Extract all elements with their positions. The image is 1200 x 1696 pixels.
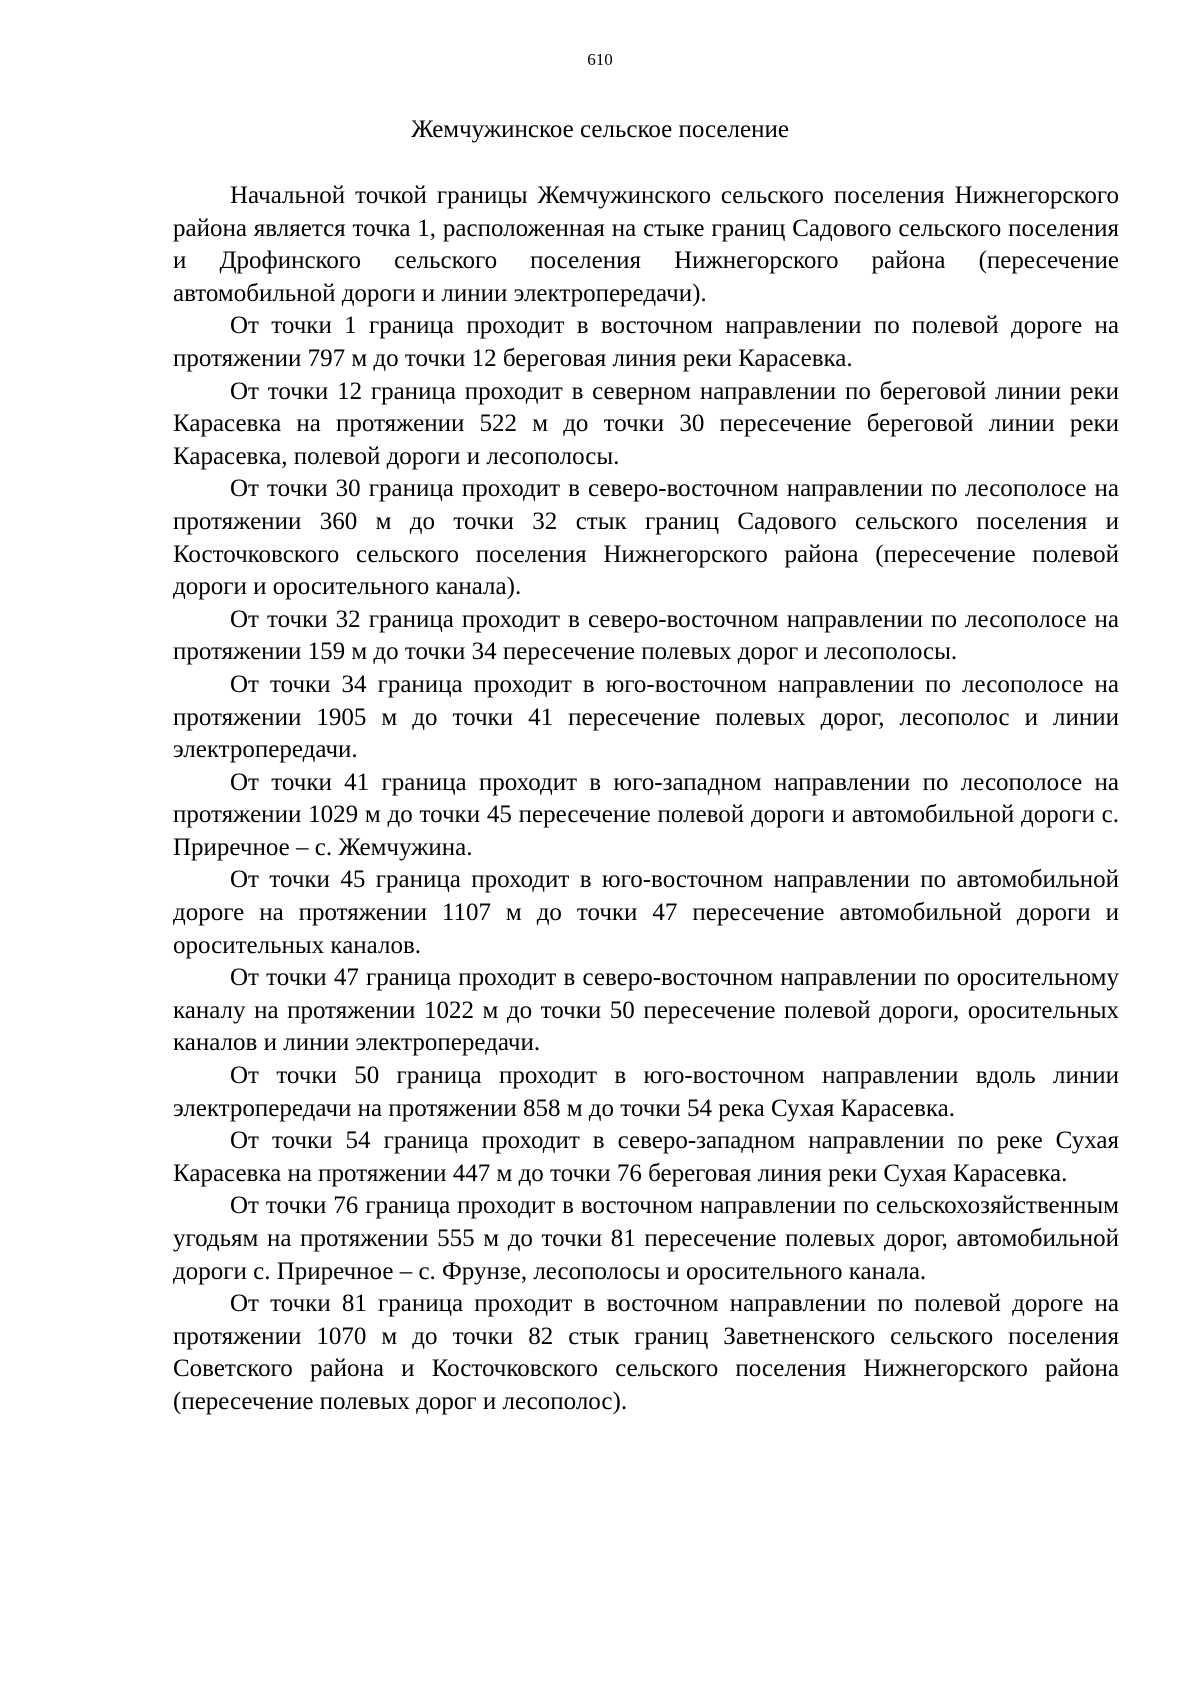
paragraph: От точки 32 граница проходит в северо-восточном направлении по лесополосе на протяжении 159 м до точки 34 пересечение полевых дорог и лесополосы. bbox=[173, 605, 1119, 666]
paragraph: От точки 47 граница проходит в северо-восточном направлении по оросительному каналу на протяжении 1022 м до точки 50 пересечение полевой дороги, оросительных каналов и линии электропередачи. bbox=[173, 964, 1119, 1057]
paragraph: От точки 50 граница проходит в юго-восточном направлении вдоль линии электропередачи на протяжении 858 м до точки 54 река Сухая Карасевка. bbox=[173, 1062, 1119, 1122]
paragraph: От точки 54 граница проходит в северо-западном направлении по реке Сухая Карасевка на протяжении 447 м до точки 76 береговая линия реки Сухая Карасевка. bbox=[173, 1127, 1119, 1187]
document-title: Жемчужинское сельское поселение bbox=[411, 116, 789, 143]
paragraph: От точки 12 граница проходит в северном направлении по береговой линии реки Карасевка на протяжении 522 м до точки 30 пересечение береговой линии реки Карасевка, полевой дороги и лесополосы. bbox=[173, 377, 1119, 470]
paragraph: От точки 1 граница проходит в восточном направлении по полевой дороге на протяжении 797 м до точки 12 береговая линия реки Карасевка. bbox=[173, 312, 1119, 372]
document-body bbox=[173, 180, 1119, 1419]
paragraph: От точки 41 граница проходит в юго-западном направлении по лесополосе на протяжении 1029 м до точки 45 пересечение полевой дороги и автомобильной дороги с. Приречное – с. Жемчужина. bbox=[173, 768, 1119, 861]
paragraph: От точки 76 граница проходит в восточном направлении по сельскохозяйственным угодьям на протяжении 555 м до точки 81 пересечение полевых дорог, автомобильной дороги с. Приречное – с. Фрунзе, лесополосы и оросительного канала. bbox=[173, 1192, 1119, 1285]
page-number: 610 bbox=[587, 50, 613, 69]
paragraph: Начальной точкой границы Жемчужинского сельского поселения Нижнегорского района является точка 1, расположенная на стыке границ Садового сельского поселения и Дрофинского сельского поселения Нижнегорского района (пересечение автомобильной дороги и линии электропередачи). bbox=[173, 182, 1119, 307]
paragraph: От точки 45 граница проходит в юго-восточном направлении по автомобильной дороге на протяжении 1107 м до точки 47 пересечение автомобильной дороги и оросительных каналов. bbox=[173, 866, 1119, 959]
paragraph: От точки 34 граница проходит в юго-восточном направлении по лесополосе на протяжении 1905 м до точки 41 пересечение полевых дорог, лесополос и линии электропередачи. bbox=[173, 670, 1119, 764]
paragraph: От точки 30 граница проходит в северо-восточном направлении по лесополосе на протяжении 360 м до точки 32 стык границ Садового сельского поселения и Косточковского сельского поселения Нижнегорского района (пересечение полевой дороги и оросительного канала). bbox=[173, 475, 1119, 601]
paragraph: От точки 81 граница проходит в восточном направлении по полевой дороге на протяжении 1070 м до точки 82 стык границ Заветненского сельского поселения Советского района и Косточковского сельского поселения Нижнегорского района (пересечение полевых дорог и лесополос). bbox=[173, 1290, 1119, 1415]
